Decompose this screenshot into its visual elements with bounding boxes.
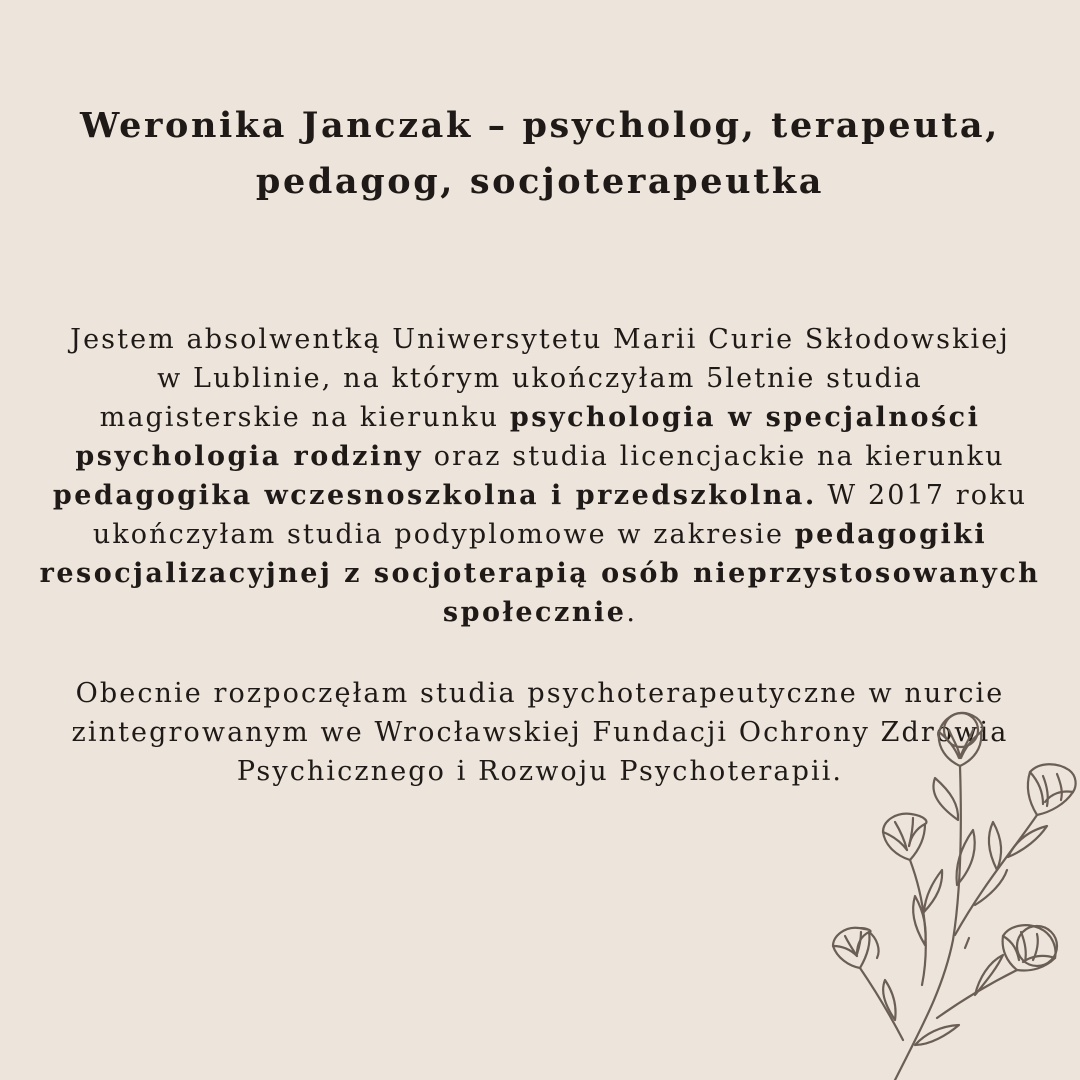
education-text: W 2017 roku — [816, 480, 1028, 511]
education-line-2 — [6, 359, 1074, 398]
current-studies-line-3: Psychicznego i Rozwoju Psychoterapii. — [236, 756, 844, 787]
education-highlight: psychologia w specjalności — [509, 402, 981, 433]
education-line-6 — [6, 515, 1074, 554]
current-studies-line-2: zintegrowanym we Wrocławskiej Fundacji Ochrony Zdrowia — [71, 717, 1009, 748]
education-highlight: pedagogika wczesnoszkolna i przedszkolna. — [52, 480, 817, 511]
title-line-1: Weronika Janczak – psycholog, terapeuta, — [80, 105, 1000, 146]
education-highlight: społecznie — [442, 597, 627, 628]
education-line-1 — [6, 320, 1074, 359]
education-highlight: psychologia rodziny — [75, 441, 424, 472]
education-text: . — [626, 597, 638, 628]
education-text: oraz studia licencjackie na kierunku — [423, 441, 1005, 472]
education-highlight: pedagogiki — [794, 519, 988, 550]
education-text: Jestem absolwentką Uniwersytetu Marii Curie Skłodowskiej — [70, 324, 1010, 355]
education-line-3 — [6, 398, 1074, 437]
current-studies-line-1: Obecnie rozpoczęłam studia psychoterapeutyczne w nurcie — [75, 678, 1005, 709]
education-paragraph — [6, 320, 1074, 632]
education-highlight: resocjalizacyjnej z socjoterapią osób nieprzystosowanych — [39, 558, 1041, 589]
floral-line-art-icon — [825, 700, 1080, 1080]
page-title — [20, 98, 1060, 210]
education-text: ukończyłam studia podyplomowe w zakresie — [92, 519, 795, 550]
education-line-5 — [6, 476, 1074, 515]
education-text: magisterskie na kierunku — [99, 402, 510, 433]
education-text: w Lublinie, na którym ukończyłam 5letnie studia — [157, 363, 923, 394]
education-line-7 — [6, 554, 1074, 593]
education-line-4 — [6, 437, 1074, 476]
title-line-2: pedagog, socjoterapeutka — [255, 161, 825, 202]
education-line-8 — [6, 593, 1074, 632]
